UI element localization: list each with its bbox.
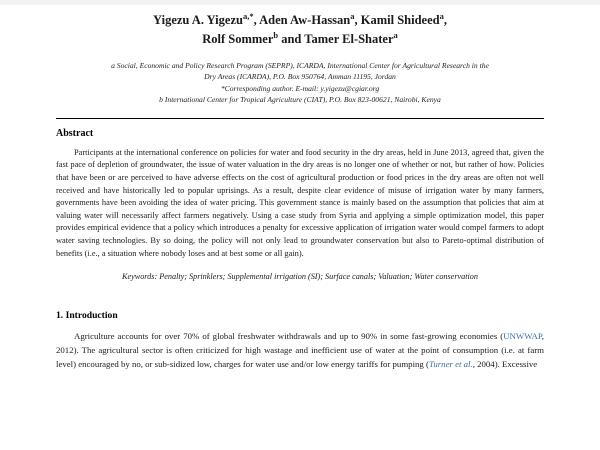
corresponding-author-line: *Corresponding author. E-mail: y.yigezu@cgiar.org bbox=[220, 83, 380, 93]
author-affiliation-marker: a,* bbox=[242, 11, 254, 21]
author-line-2: Rolf Sommer$^b$ and Tamer El-Shater$^a$ bbox=[202, 30, 398, 47]
intro-text-part-1: Agriculture accounts for over 70% of global freshwater withdrawals and up to 90% in some fast-growing economies ( bbox=[74, 331, 504, 342]
affiliation-line-2: Dry Areas (ICARDA), P.O. Box 950764, Amman 11195, Jordan bbox=[204, 72, 396, 82]
author-affiliation-marker: a bbox=[393, 30, 398, 41]
author-line-1: Yigezu A. Yigezu$^{a,*}$, Aden Aw-Hassan$^a$, Kamil Shideed$^a$, bbox=[153, 11, 447, 28]
affiliation-line-1: a Social, Economic and Policy Research Program (SEPRP), ICARDA, International Center for Agricultural Research in the bbox=[111, 60, 489, 70]
keywords-values: Penalty; Sprinklers; Supplemental irrigation (SI); Surface canals; Valuation; Water conservation bbox=[159, 272, 478, 282]
intro-text-part-2: , 2012). The agricultural sector is often criticized for high wastage and inefficient use of water at the point of consumption (i.e. at farm level) encouraged by no, or sub-sidized low, charges for water use and/or low energy tariffs for pumping ( bbox=[56, 331, 544, 369]
introduction-paragraph bbox=[56, 330, 544, 371]
citation-link-unwwap[interactable]: UNWWAP bbox=[503, 331, 542, 342]
abstract-heading: Abstract bbox=[56, 127, 94, 139]
author-list bbox=[56, 10, 544, 49]
citation-link-turner[interactable]: Turner et al. bbox=[428, 358, 473, 369]
keywords-line bbox=[56, 271, 544, 283]
section-heading-introduction: 1. Introduction bbox=[56, 310, 118, 322]
affiliation-line-3: b International Center for Tropical Agriculture (CIAT), P.O. Box 823-00621, Nairobi, Kenya bbox=[159, 95, 441, 105]
author-affiliation-marker: a bbox=[439, 11, 444, 21]
author-affiliation-marker: a bbox=[350, 11, 355, 21]
header-divider bbox=[56, 118, 544, 119]
keywords-label: Keywords: bbox=[122, 272, 158, 282]
abstract-body: Participants at the international conference on policies for water and food security in the dry areas, held in June 2013, agreed that, given the fast pace of depletion of groundwater, the issue of water valuation in the dry areas is no longer one of whether or not, but rather of how. Policies that have been or are perceived to have adverse effects on the cost of agricultural production or food prices in the dry areas are often not well received and have historically led to popular uprisings. As a result, despite clear evidence of misuse of irrigation water by many farmers, governments have been avoiding the idea of water pricing. This government stance is mainly based on the assumption that policies that aim at valuing water will necessarily affect farmers negatively. Using a case study from Syria and applying a simple optimization model, this paper provides empirical evidence that a policy which introduces a penalty for excessive application of irrigation water would compel farmers to adopt water saving technologies. By so doing, the policy will not only lead to groundwater conservation but also to Pareto-optimal distribution of benefits (i.e., a situation where nobody loses and at best some or all gain). bbox=[56, 147, 544, 258]
intro-text-part-3: , 2004). Excessive bbox=[472, 358, 538, 369]
author-affiliation-marker: b bbox=[273, 30, 279, 41]
affiliation-block bbox=[56, 60, 544, 106]
page-top-strip bbox=[0, 0, 600, 5]
